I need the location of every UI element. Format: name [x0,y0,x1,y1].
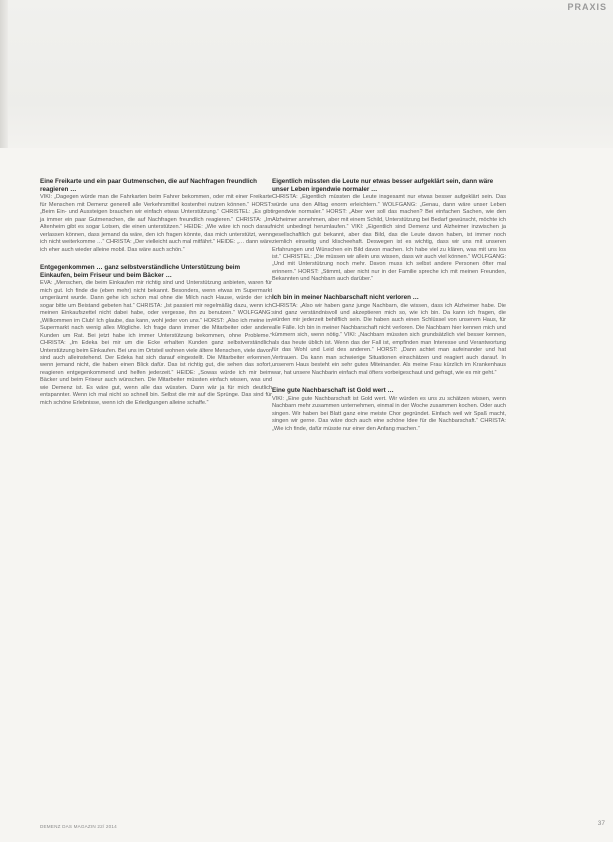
article-block [40,178,272,254]
header-photo-strip [0,0,613,148]
block-text: VIKI: „Eine gute Nachbarschaft ist Gold wert. Wir würden es uns zu schätzen wissen, wenn Nachbarn mehr zusammen unternehmen, einmal in der Woche zusammen kochen. Oder auch singen. Wir haben bei Blatt ganz eine meiste Chor gegründet. Einfach weil wir Spaß macht, singen wir gerne. Das wäre doch auch eine schöne Idee für die Nachbarschaft.“ CHRISTA: „Wie ich finde, dafür müsste nur einer den Anfang machen.“ [272,395,506,432]
block-heading: Eine Freikarte und ein paar Gutmenschen, die auf Nachfragen freundlich reagieren … [40,178,257,193]
block-text: VIKI: „Dagegen würde man die Fahrkarten beim Fahrer bekommen, oder mit einer Freikarte für Menschen mit Demenz generell alle Verkehrsmittel kostenfrei nutzen können.“ HORST: „Beim Ein- und Aussteigen brauchen wir einfach etwas Unterstützung.“ CHRISTEL: „Es gibt ja immer ein paar Gutmenschen, die auf Nachfragen freundlich reagieren.“ CHRISTA: „Im Altenheim gibt es sogar Lotsen, die einen unterstützen.“ HEIDE: „Wie wäre ich noch darauf verlassen können, dass jemand da wäre, den ich fragen könnte, das mich unterstützt, wenn ich nicht weiterkomme …“ CHRISTA: „Der vielleicht auch mal mitfährt.“ HEIDE: „… dann wäre ich eher auch wieder alleine mobil. Das wäre auch schön.“ [40,194,272,253]
block-text: CHRISTA: „Also wir haben ganz junge Nachbarn, die wissen, dass ich Alzheimer habe. Die sind ganz verständnisvoll und akzeptieren mich so, wie ich bin. Da kann ich fragen, die würden mir jederzeit behilflich sein. Die haben auch einen Schlüssel von unserem Haus, für alle Fälle. Ich bin in meiner Nachbarschaft nicht verloren. Die Nachbarn hier kennen mich und kümmern sich, wenn nötig.“ VIKI: „Nachbarn müssten sich grundsätzlich viel besser kennen, als das heute üblich ist. Wenn das der Fall ist, empfinden man Interesse und Verantwortung für das Wohl und Leid des anderen.“ HORST: „Dann achtet man aufeinander und hat Vertrauen. Da kann man schwierige Situationen einschätzen und reagiert auch darauf. In unserem Haus besteht ein sehr gutes Miteinander. Als meine Frau kürzlich im Krankenhaus war, hat unsere Nachbarin einfach mal öfters vorbeigeschaut und gefragt, wie es mir geht.“ [272,302,506,376]
article-block [272,387,506,433]
article-block [272,294,506,377]
block-heading: Eine gute Nachbarschaft ist Gold wert … [272,387,394,395]
block-heading: Eigentlich müssten die Leute nur etwas besser aufgeklärt sein, dann wäre unser Leben irgendwie normaler … [272,178,494,193]
article-block [40,264,272,407]
block-text: CHRISTA: „Eigentlich müssten die Leute insgesamt nur etwas besser aufgeklärt sein. Das würde uns den Alltag enorm erleichtern.“ WOLFGANG: „Genau, dann wäre unser Leben irgendwie normaler.“ HORST: „Aber wer soll das machen? Bei einfachen Sachen, wie den Alzheimer annehmen, aber mit einem Schild, Unterstützung bei Bedarf gewünscht, möchte ich nicht unbedingt herumlaufen.“ VIKI: „Eigentlich sind Demenz und Alzheimer inzwischen ja gesellschaftlich gut bekannt, aber das Bild, das die Leute davon haben, ist immer noch ziemlich einseitig und klischeehaft. Deswegen ist es wichtig, dass wir uns mit unseren Erfahrungen und Wünschen ein Bild davon machen. Ich habe viel zu klären, was mit uns los ist.“ CHRISTEL: „Die müssen wir allein uns wissen, dass wir auch viel können.“ WOLFGANG: „Und mit Unterstützung noch mehr. Davon muss ich selbst andere Personen öfter mal erinnern.“ HORST: „Stimmt, aber nicht nur in der Familie spreche ich mit meinen Freunden, Bekannten und Nachbarn auch darüber.“ [272,194,506,283]
block-heading: Entgegenkommen … ganz selbstverständliche Unterstützung beim Einkaufen, beim Friseur und beim Bäcker … [40,264,241,279]
page-gutter-shadow [0,0,8,148]
article-block [272,178,506,284]
section-label: PRAXIS [567,2,607,12]
block-heading: Ich bin in meiner Nachbarschaft nicht verloren … [272,293,419,301]
block-text: EVA: „Menschen, die beim Einkaufen mir richtig sind und Unterstützung anbieten, waren für mich gut. Ich finde die (eben mehr) nicht bekannt. Besonders, wenn etwas im Supermarkt umgeräumt wurde. Dann gehe ich schon mal ohne die Milch nach Hause, würde der ich sogar bitte um Beistand gebeten hat.“ CHRISTA: „Ist passiert mir regelmäßig dazu, wenn ich meinen Einkaufszettel nicht dabei habe, oder vergesse, ihn zu benutzen.“ WOLFGANG: „Willkommen im Club! Ich glaube, das kann, wohl jeder von uns.“ HORST: „Also ich meine im Supermarkt nach wenig alles Mögliche. Ich frage dann immer die Mitarbeiter oder andere Kunden um Rat. Bei jetzt habe ich immer Unterstützung bekommen, ohne Probleme.“ CHRISTA: „Im Edeka bei mir um die Ecke erhalten Kunden ganz selbstverständlich Unterstützung beim Einkaufen. Bei uns im Ortsteil wohnen viele ältere Menschen, viele davon sind auch alleinstehend. Der Edeka hat sich darauf eingestellt. Die Mitarbeiter erkennen, wenn jemand nicht, die haben einen Blick dafür. Das ist richtig gut, die sehen das sofort, reagieren entgegenkommend und helfen jederzeit.“ HEIDE: „Sowas würde ich mir beim Bäcker und beim Friseur auch wünschen. Die Mitarbeiter müssten einfach wissen, was und wie Demenz ist. Es wäre gut, wenn alle das wüssten. Dann wär ja für mich deutlich entspannter. Wenn ich mal nicht so schnell bin. Selbst die mir auf die Sprünge. Das sind für mich schöne Erlebnisse, wenn ich die Erledigungen alleine schaffe.“ [40,280,272,406]
footer-magazine-info: DEMENZ DAS MAGAZIN 22/ 2014 [40,824,117,829]
page-number: 37 [597,820,605,827]
right-column [272,178,506,443]
left-column [40,178,272,417]
